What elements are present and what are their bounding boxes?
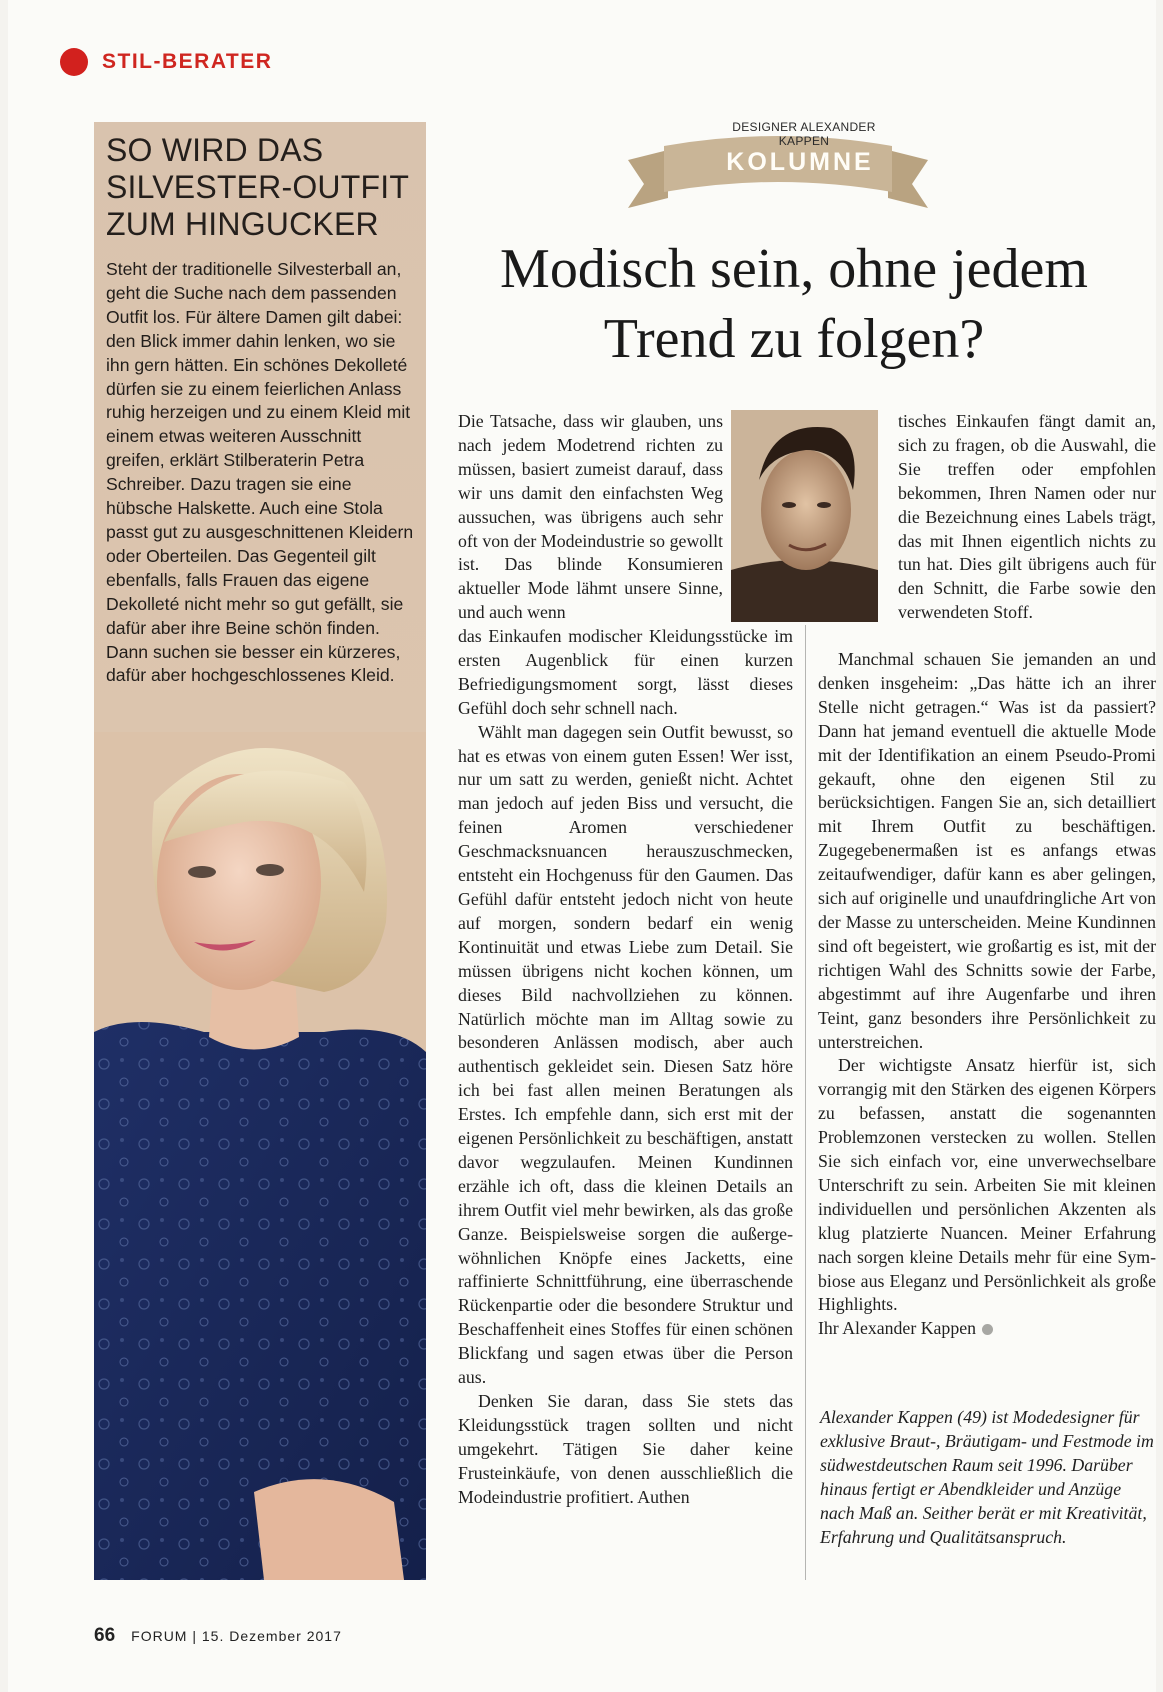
article-column-1-top xyxy=(458,410,723,625)
author-bio: Alexander Kappen (49) ist Modedesigner für exklusive Braut-, Bräutigam- und Festmode im südwestdeutschen Raum seit 1996. Darüber hinaus fertigt er Abendkleider und Anzüge nach Maß an. Seither berät er mit Kreativität, Erfahrung und Qualitätsanspruch. xyxy=(820,1407,1154,1547)
paragraph: Manchmal schauen Sie jemanden an und denken insgeheim: „Das hätte ich an ihrer Stelle nicht getragen.“ Was ist da passiert? Dann hat jemand eventuell die aktuelle Mode mit der Identifikation an einem Pseudo-Promi gekauft, ohne den eigenen Stil zu berücksichtigen. Fangen Sie an, sich detailliert mit Ihrem Outfit zu beschäftigen. Zugegebenermaßen ist es anfangs etwas zeitaufwendiger, dafür kann es aber gelingen, sich auf originelle und unaufdringliche Art von der Masse zu unterscheiden. Meine Kundinnen sind oft begeistert, wie großartig es ist, mit der richtigen Wahl des Schnitts sowie der Farbe, abgestimmt auf ihre Augenfarbe und ihren Teint, ganz besonders ihre Persönlichkeit zu unterstreichen. xyxy=(818,649,1156,1052)
magazine-name: FORUM xyxy=(131,1628,188,1644)
column-label: KOLUMNE xyxy=(726,148,874,176)
paragraph: Wählt man dagegen sein Outfit bewusst, so hat es etwas von einem guten Essen! Wer isst, nur um satt zu werden, genießt nicht. Achtet man jedoch auf jeden Biss und versucht, die feinen Aromen verschiedener Geschmacksnuancen herauszuschmecken, entsteht ein Hochgenuss für den Gaumen. Das Gefühl dafür entsteht jedoch nicht von heute auf morgen, sondern bedarf ein wenig Kontinuität und etwas Liebe zum Detail. Sie müssen übrigens nicht kochen können, um dieses Bild nachvollziehen zu können. Natürlich möchte man im Alltag sowie zu besonderen Anlässen modisch, aber auch authentisch gekleidet sein. Diesen Satz höre ich bei fast allen meinen Beratungen als Erstes. Ich empfehle dann, sich erst mit der eigenen Persönlichkeit zu beschäftigen, anstatt davor wegzulaufen. Meinen Kundinnen erzähle ich oft, dass die kleinen Details an ihrem Outfit viel mehr bewirken, als das große Ganze. Beispielsweise sorgen die außergewöhnlichen Knöpfe eines Jacketts, eine raffinierte Schnittführung, eine überraschende Rückenpartie oder die besondere Struktur und Beschaffenheit eines Stoffes für einen schönen Blickfang und sagen etwas über die Person aus. xyxy=(458,721,793,1388)
author-portrait-photo xyxy=(731,410,878,622)
signature-line xyxy=(818,1317,1156,1341)
page-footer xyxy=(94,1625,342,1647)
paragraph: Denken Sie daran, dass Sie stets das Kleidungsstück tragen sollten und nicht umgekehrt. Tätigen Sie daher keine Frusteinkäufe, von denen ausschließlich die Modeindustrie profitiert. Authen xyxy=(458,1391,793,1507)
paragraph: Der wichtigste Ansatz hierfür ist, sich vorrangig mit den Stärken des eigenen Körpers zu befassen, anstatt die sogenannten Problemzonen verstecken zu wollen. Stellen Sie sich einfach vor, eine unverwechselbare Unterschrift zu sein. Arbeiten Sie mit kleinen individuellen und persönlichen Akzenten als klug platzierte Nuancen. Meiner Erfahrung nach sorgen kleine Details mehr für eine Symbiose aus Eleganz und Persönlichkeit als große Highlights. xyxy=(818,1055,1156,1315)
sidebar-text: Steht der traditionelle Silvesterball an, geht die Suche nach dem passenden Outfit los. Für ältere Damen gilt dabei: den Blick immer dahin lenken, wo sie ihn gern hätten. Ein schönes Dekolleté dürfen sie zu einem feierlichen Anlass ruhig herzeigen und zu einem Kleid mit einem etwas weiteren Ausschnitt greifen, erklärt Stilberaterin Petra Schreiber. Dazu tragen sie eine hübsche Halskette. Auch eine Stola passt gut zu ausgeschnittenen Kleidern oder Oberteilen. Das Gegenteil gilt ebenfalls, falls Frauen das eigene Dekolleté nicht mehr so gut gefällt, sie dafür aber ihre Beine schön finden. Dann suchen sie besser ein kürzeres, dafür aber hochgeschlossenes Kleid. xyxy=(106,259,414,686)
paragraph: tisches Einkaufen fängt damit an, sich zu fragen, ob die Auswahl, die Sie treffen oder empfohlen bekommen, Ihren Namen oder nur die Bezeichnung eines Labels trägt, das mit Ihnen eigentlich nichts zu tun hat. Dies gilt übrigens auch für den Schnitt, die Farbe sowie den verwendeten Stoff. xyxy=(898,411,1156,623)
headline: Modisch sein, ohne jedem Trend zu folgen? xyxy=(500,238,1088,370)
end-mark-icon xyxy=(982,1324,993,1335)
column-divider xyxy=(805,625,806,1580)
column-kicker: DESIGNER ALEXANDER KAPPEN xyxy=(732,120,876,148)
section-label: STIL-BERATER xyxy=(102,50,273,73)
paragraph: das Einkaufen modischer Kleidungsstücke im ersten Augenblick für einen kurzen Befriedigungsmoment sorgt, lässt dieses Gefühl doch sehr schnell nach. xyxy=(458,626,793,718)
footer-separator: | xyxy=(192,1628,197,1644)
issue-date: 15. Dezember 2017 xyxy=(201,1628,342,1644)
article-column-2 xyxy=(818,648,1156,1341)
signature: Ihr Alexander Kappen xyxy=(818,1318,976,1339)
woman-photo xyxy=(94,732,426,1580)
page-number: 66 xyxy=(94,1625,116,1646)
article-column-2-top xyxy=(898,410,1156,625)
sidebar-box xyxy=(94,122,426,1580)
section-dot-icon xyxy=(60,48,88,76)
article-column-1 xyxy=(458,625,793,1510)
paragraph: Die Tatsache, dass wir glauben, uns nach jedem Modetrend richten zu müssen, basiert zumeist darauf, dass wir uns damit den einfachsten Weg aussuchen, was übrigens auch sehr oft von der Modeindustrie so gewollt ist. Das blinde Konsumieren aktueller Mode lähmt unsere Sinne, und auch wenn xyxy=(458,411,723,623)
sidebar-title: SO WIRD DAS SILVESTER-OUTFIT ZUM HINGUCKER xyxy=(106,132,409,242)
